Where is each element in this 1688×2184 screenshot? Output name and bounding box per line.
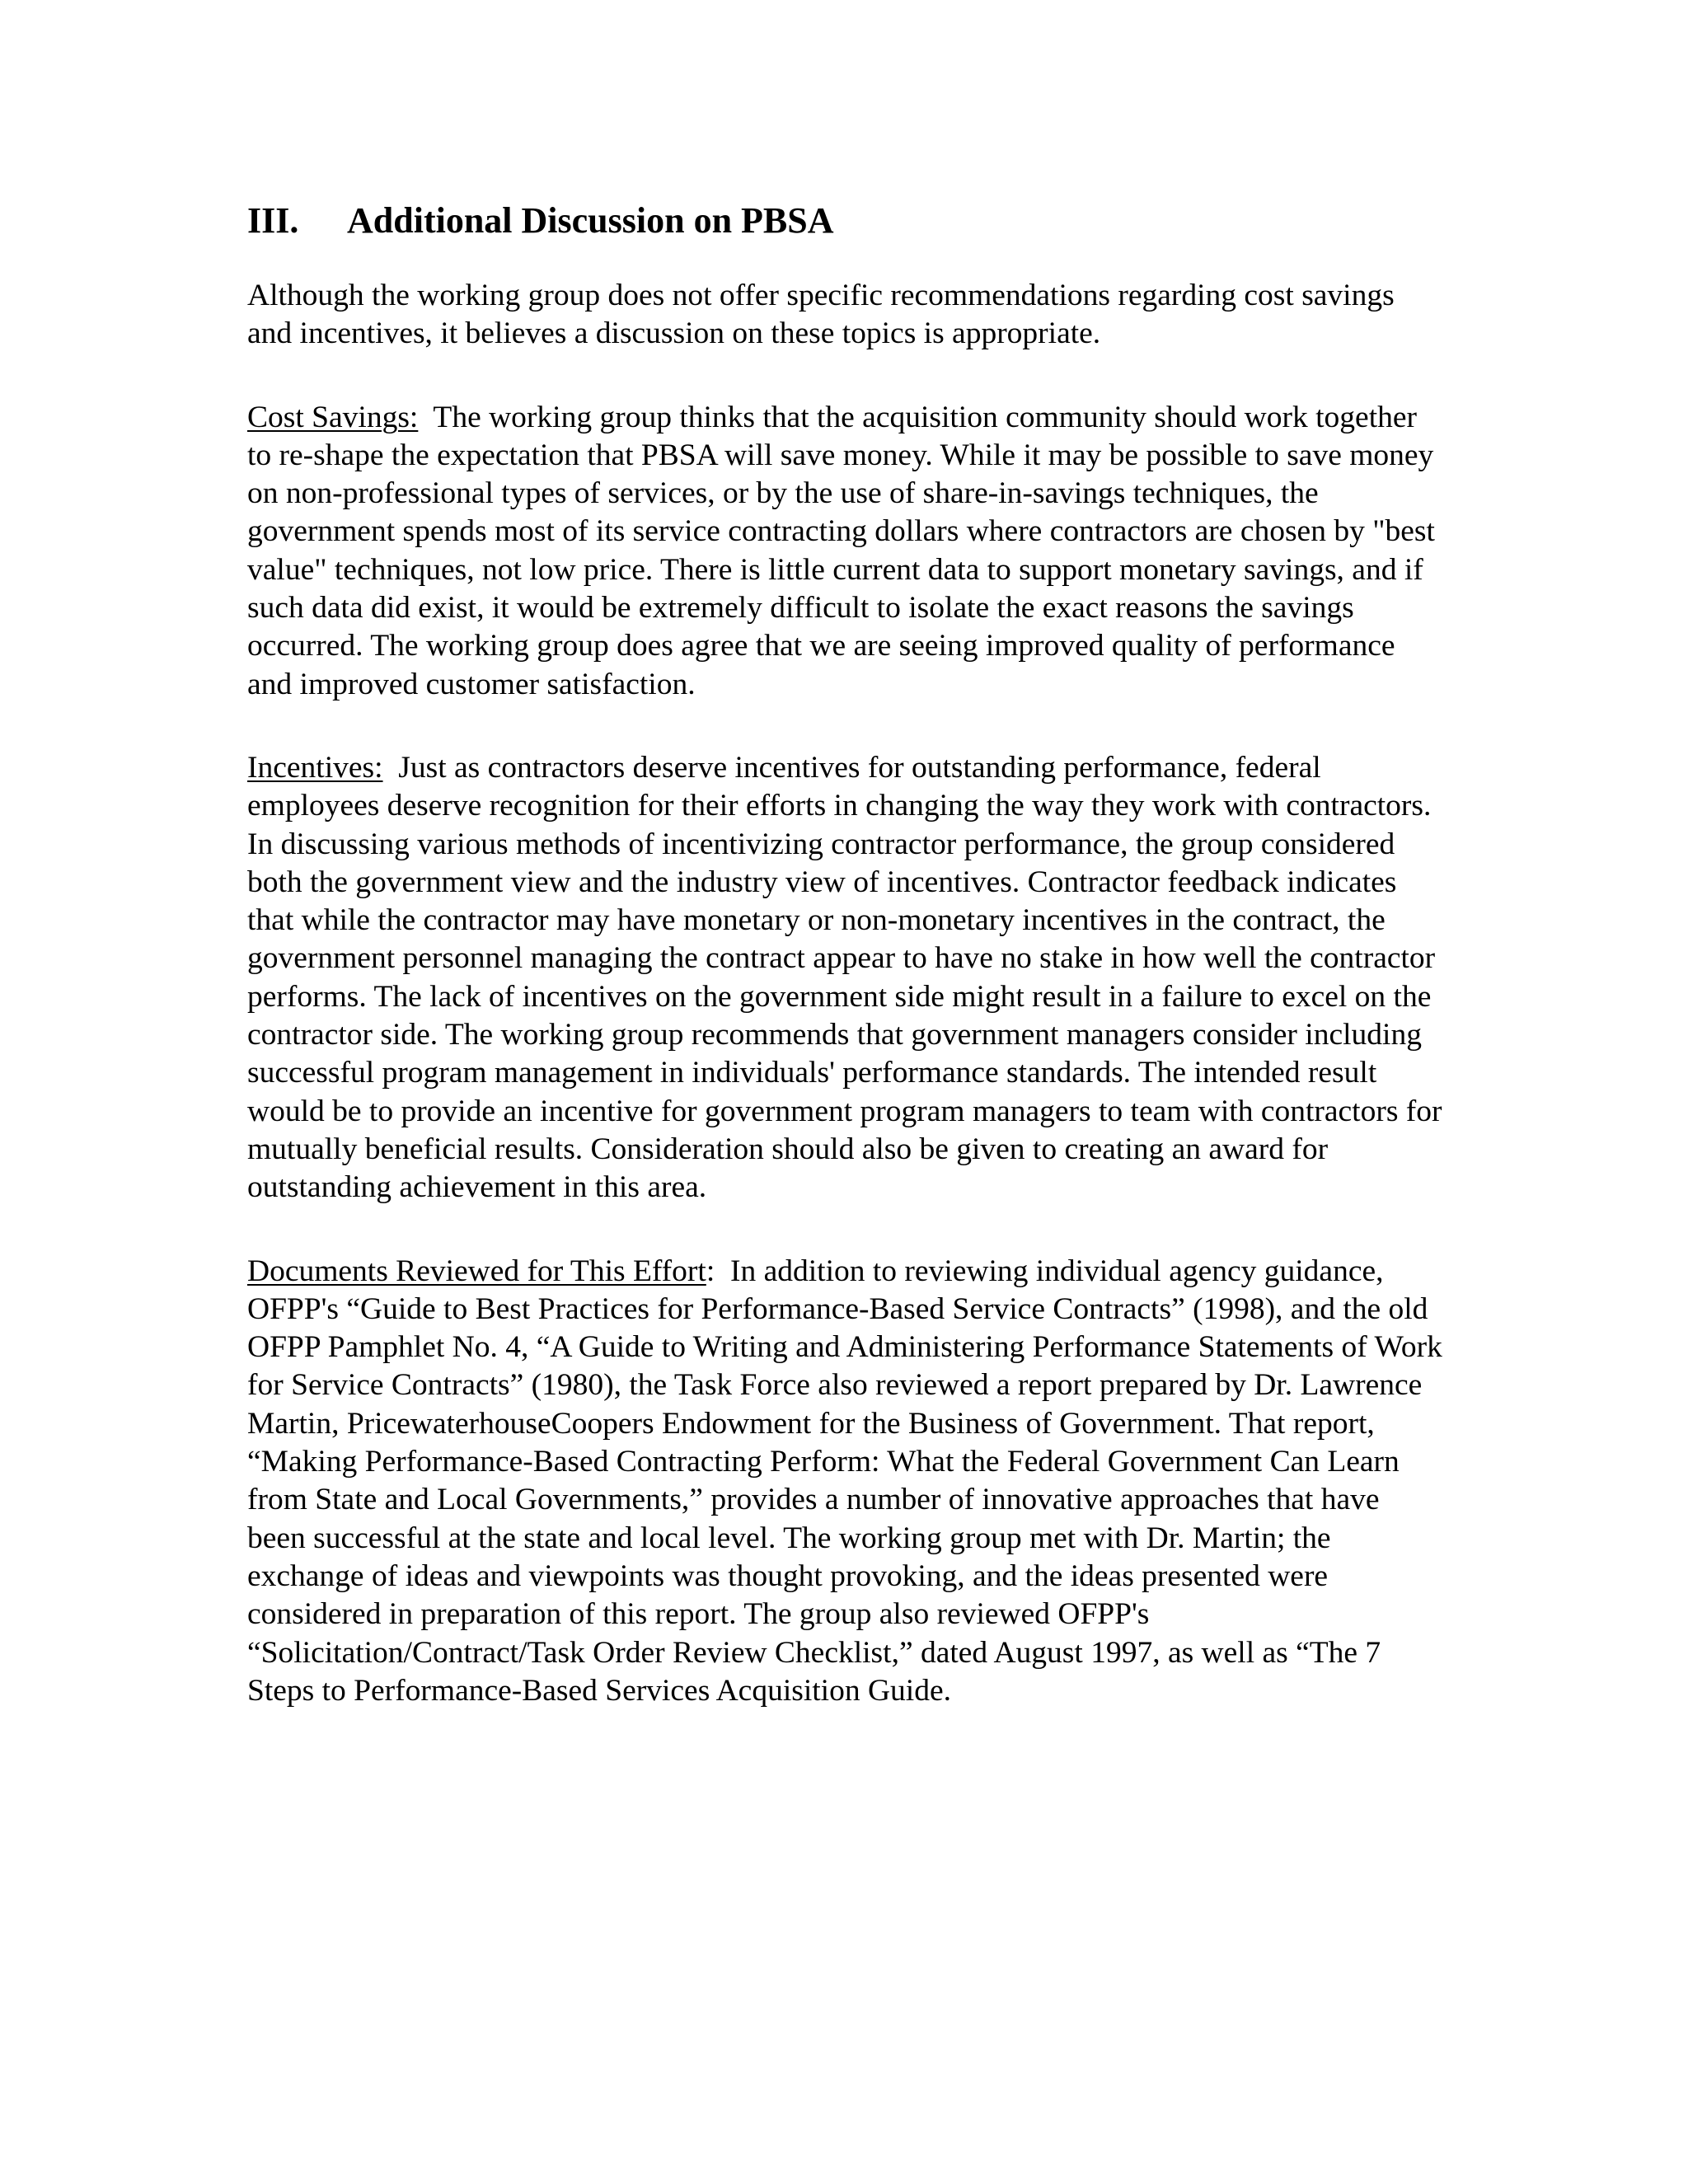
incentives-paragraph xyxy=(247,749,1442,1207)
incentives-label: Incentives: xyxy=(247,750,383,785)
section-heading xyxy=(247,198,1442,244)
incentives-text: Just as contractors deserve incentives for outstanding performance, federal employees deserve recognition for their efforts in changing the way they work with contractors. In discussing various methods of incentivizing contractor performance, the group considered both the government view and the industry view of incentives. Contractor feedback indicates that while the contractor may have monetary or non-monetary incentives in the contract, the government personnel managing the contract appear to have no stake in how well the contractor performs. The lack of incentives on the government side might result in a failure to excel on the contractor side. The working group recommends that government managers consider including successful program management in individuals' performance standards. The intended result would be to provide an incentive for government program managers to team with contractors for mutually beneficial results. Consideration should also be given to creating an award for outstanding achievement in this area. xyxy=(247,750,1442,1205)
section-title: Additional Discussion on PBSA xyxy=(347,200,834,241)
document-page xyxy=(247,198,1442,1755)
cost-savings-text: The working group thinks that the acquisition community should work together to re-shape the expectation that PBSA will save money. While it may be possible to save money on non-professional types of services, or by the use of share-in-savings techniques, the government spends most of its service contracting dollars where contractors are chosen by "best value" techniques, not low price. There is little current data to support monetary savings, and if such data did exist, it would be extremely difficult to isolate the exact reasons the savings occurred. The working group does agree that we are seeing improved quality of performance and improved customer satisfaction. xyxy=(247,400,1435,701)
section-number: III. xyxy=(247,200,299,241)
intro-paragraph: Although the working group does not offer specific recommendations regarding cost savings and incentives, it believes a discussion on these topics is appropriate. xyxy=(247,279,1395,351)
documents-text: In addition to reviewing individual agency guidance, OFPP's “Guide to Best Practices for Performance-Based Service Contracts” (1998), and the old OFPP Pamphlet No. 4, “A Guide to Writing and Administering Performance Statements of Work for Service Contracts” (1980), the Task Force also reviewed a report prepared by Dr. Lawrence Martin, PricewaterhouseCoopers Endowment for the Business of Government. That report, “Making Performance-Based Contracting Perform: What the Federal Government Can Learn from State and Local Governments,” provides a number of innovative approaches that have been successful at the state and local level. The working group met with Dr. Martin; the exchange of ideas and viewpoints was thought provoking, and the ideas presented were considered in preparation of this report. The group also reviewed OFPP's “Solicitation/Contract/Task Order Review Checklist,” dated August 1997, as well as “The 7 Steps to Performance-Based Services Acquisition Guide. xyxy=(247,1254,1442,1708)
cost-savings-paragraph xyxy=(247,399,1442,704)
cost-savings-label: Cost Savings: xyxy=(247,400,419,434)
documents-label: Documents Reviewed for This Effort xyxy=(247,1254,706,1288)
documents-paragraph xyxy=(247,1253,1442,1711)
documents-colon: : xyxy=(706,1254,715,1288)
